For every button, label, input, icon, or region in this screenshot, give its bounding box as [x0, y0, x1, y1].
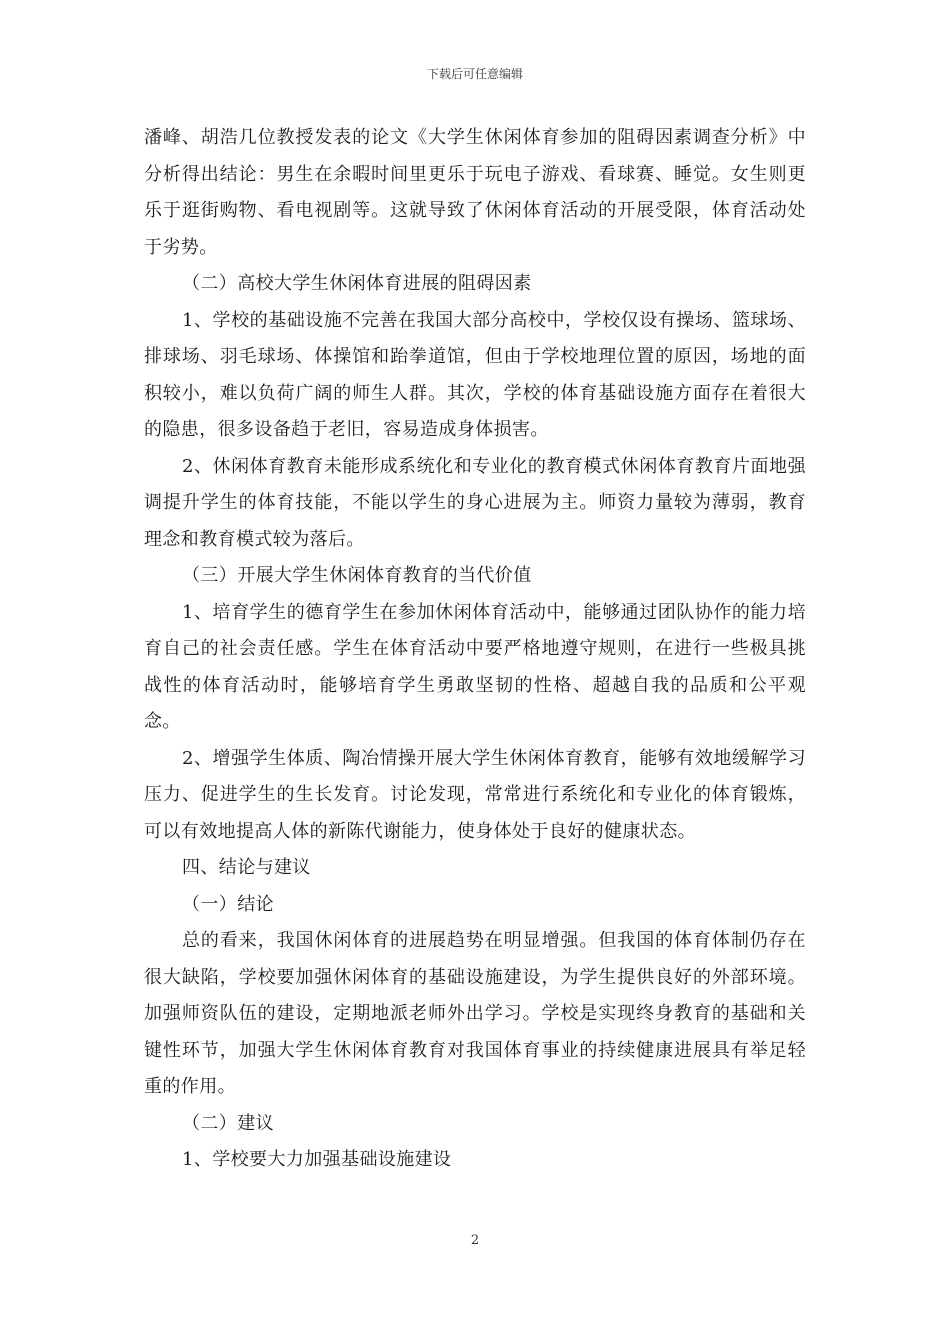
paragraph: 潘峰、胡浩几位教授发表的论文《大学生休闲体育参加的阻碍因素调查分析》中分析得出结论：男生在余暇时间里更乐于玩电子游戏、看球赛、睡觉。女生则更乐于逛街购物、看电视剧等。这就导致了休闲体育活动的开展受限，体育活动处于劣势。	[144, 127, 806, 258]
paragraph: 总的看来，我国休闲体育的进展趋势在明显增强。但我国的体育体制仍存在很大缺陷，学校要加强休闲体育的基础设施建设，为学生提供良好的外部环境。加强师资队伍的建设，定期地派老师外出学习。学校是实现终身教育的基础和关键性环节，加强大学生休闲体育教育对我国体育事业的持续健康进展具有举足轻重的作用。	[144, 930, 806, 1097]
paragraph: 2、增强学生体质、陶冶情操开展大学生休闲体育教育，能够有效地缓解学习压力、促进学生的生长发育。讨论发现，常常进行系统化和专业化的体育锻炼，可以有效地提高人体的新陈代谢能力，使身体处于良好的健康状态。	[144, 747, 806, 842]
page-number: 2	[470, 1233, 480, 1248]
section-heading: （二）建议	[182, 1112, 274, 1134]
section-heading: （二）高校大学生休闲体育进展的阻碍因素	[182, 273, 532, 294]
document-body	[144, 120, 806, 1179]
section-heading: （三）开展大学生休闲体育教育的当代价值	[182, 565, 532, 586]
paragraph: 1、学校要大力加强基础设施建设	[182, 1149, 452, 1170]
page-header: 下载后可任意编辑	[426, 67, 523, 81]
paragraph: 1、培育学生的德育学生在参加休闲体育活动中，能够通过团队协作的能力培育自己的社会责任感。学生在体育活动中要严格地遵守规则，在进行一些极具挑战性的体育活动时，能够培育学生勇敢坚韧的性格、超越自我的品质和公平观念。	[144, 601, 806, 732]
paragraph: 2、休闲体育教育未能形成系统化和专业化的教育模式休闲体育教育片面地强调提升学生的体育技能，不能以学生的身心进展为主。师资力量较为薄弱，教育理念和教育模式较为落后。	[144, 455, 806, 550]
paragraph: 1、学校的基础设施不完善在我国大部分高校中，学校仅设有操场、篮球场、排球场、羽毛球场、体操馆和跆拳道馆，但由于学校地理位置的原因，场地的面积较小，难以负荷广阔的师生人群。其次，学校的体育基础设施方面存在着很大的隐患，很多设备趋于老旧，容易造成身体损害。	[144, 309, 806, 440]
section-heading: （一）结论	[182, 893, 274, 915]
chapter-heading: 四、结论与建议	[182, 857, 311, 878]
